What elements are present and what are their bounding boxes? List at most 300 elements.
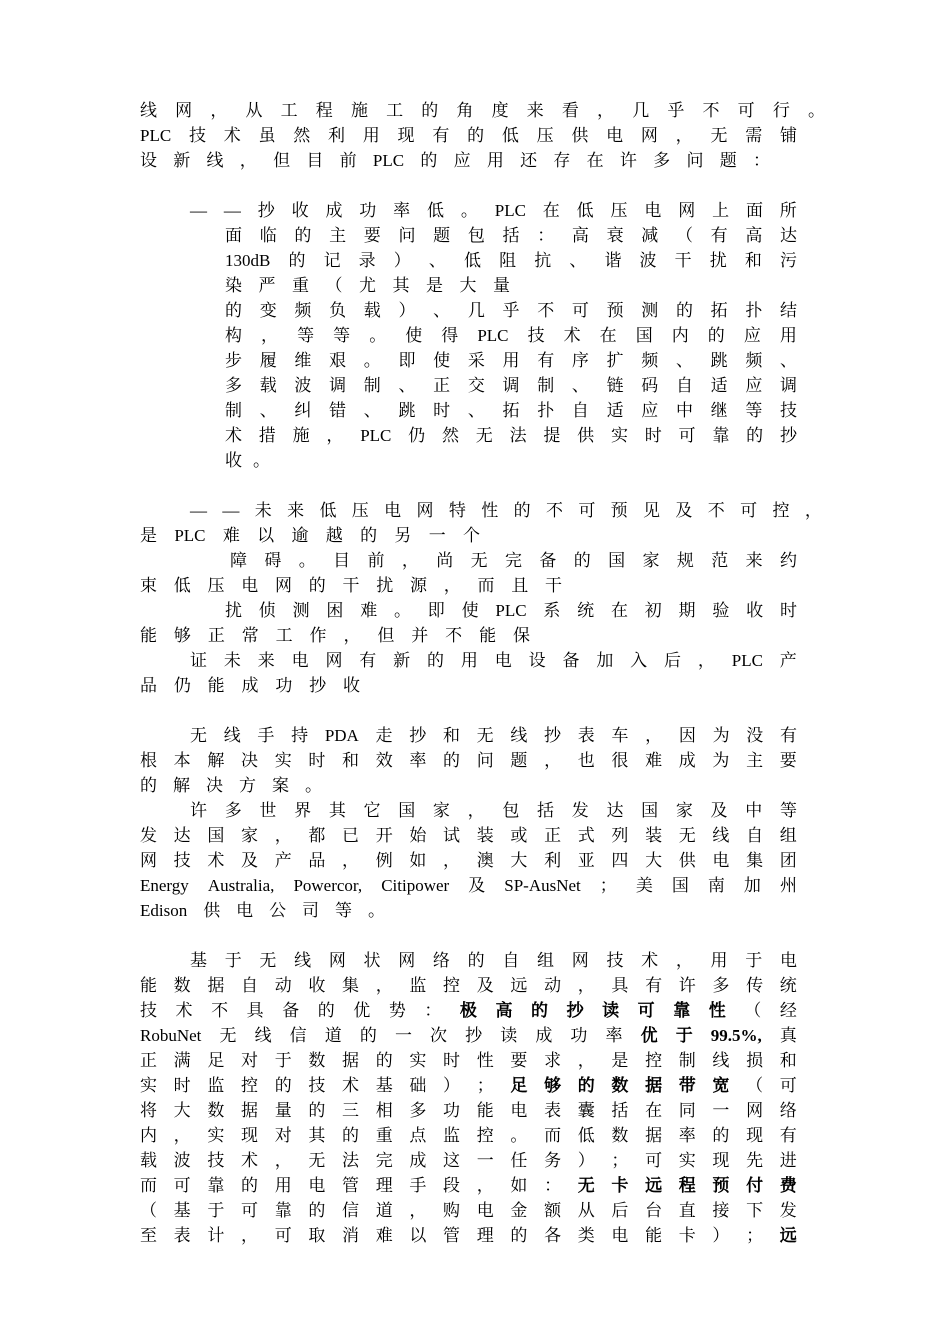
text-fragment: 保 <box>512 626 530 645</box>
bold-text-fragment: 性 <box>708 1001 726 1020</box>
text-fragment: 大 <box>510 851 528 870</box>
text-fragment: 及 <box>468 876 486 895</box>
text-fragment: 线 <box>712 1051 730 1070</box>
text-fragment: PLC <box>477 326 509 345</box>
text-fragment: ， <box>476 1176 494 1195</box>
text-fragment: 角 <box>456 101 474 120</box>
text-fragment: 世 <box>259 801 277 820</box>
text-fragment: 括 <box>611 1101 629 1120</box>
text-fragment: ； <box>599 876 617 895</box>
text-fragment: 方 <box>239 776 256 795</box>
text-fragment: 跳 <box>398 401 416 420</box>
text-fragment: 性 <box>476 1051 494 1070</box>
text-fragment: 够 <box>173 626 191 645</box>
text-fragment: Australia, <box>207 876 275 895</box>
text-fragment: 真 <box>779 1026 797 1045</box>
text-fragment: 而 <box>544 1126 562 1145</box>
text-fragment: 仍 <box>173 676 191 695</box>
text-fragment: 的 <box>712 1126 730 1145</box>
text-fragment: 监 <box>443 1126 461 1145</box>
text-fragment: 对 <box>241 1051 259 1070</box>
text-fragment: 量 <box>274 1101 292 1120</box>
text-fragment: 类 <box>577 1226 595 1245</box>
text-line <box>140 98 825 123</box>
text-fragment: 存 <box>553 151 571 170</box>
text-fragment: 低 <box>173 576 191 595</box>
text-fragment: 因 <box>678 726 696 745</box>
text-fragment: 然 <box>293 126 311 145</box>
text-fragment: 正 <box>140 1051 157 1070</box>
text-fragment: 网 <box>175 101 193 120</box>
text-fragment: 束 <box>140 576 157 595</box>
text-fragment: 无 <box>678 826 696 845</box>
text-fragment: 状 <box>363 951 381 970</box>
text-fragment: 术 <box>241 1151 259 1170</box>
text-fragment: 发 <box>571 801 589 820</box>
text-fragment: 公 <box>269 901 287 920</box>
text-fragment: 中 <box>675 401 693 420</box>
text-fragment: 时 <box>443 1051 461 1070</box>
text-fragment: 用 <box>274 1176 292 1195</box>
text-fragment: 以 <box>409 1226 427 1245</box>
text-fragment: 网 <box>571 951 589 970</box>
text-fragment: — <box>222 501 240 520</box>
text-fragment: 实 <box>207 1126 225 1145</box>
text-fragment: 的 <box>308 1201 326 1220</box>
text-fragment: 的 <box>573 551 591 570</box>
text-fragment: 从 <box>577 1201 595 1220</box>
text-fragment: 网 <box>140 851 157 870</box>
bold-text-fragment: 带 <box>678 1076 696 1095</box>
text-fragment: 的 <box>274 1076 292 1095</box>
text-fragment: 使 <box>405 326 423 345</box>
text-fragment: 电 <box>606 126 624 145</box>
text-line <box>225 423 797 448</box>
text-line <box>140 1198 797 1223</box>
text-fragment: 大 <box>459 276 477 295</box>
text-fragment: 技 <box>188 126 206 145</box>
text-fragment: 正 <box>544 826 562 845</box>
text-line <box>190 723 797 748</box>
text-fragment: 络 <box>779 1101 797 1120</box>
text-fragment: PLC <box>360 426 392 445</box>
text-fragment: 利 <box>328 126 346 145</box>
text-fragment: 理 <box>375 1176 393 1195</box>
text-fragment: 量 <box>493 276 510 295</box>
text-fragment: 结 <box>780 301 797 320</box>
text-fragment: 无 <box>190 726 207 745</box>
text-fragment: 线 <box>254 1026 272 1045</box>
text-fragment: 使 <box>433 351 451 370</box>
text-fragment: 问 <box>476 751 494 770</box>
text-fragment: ， <box>401 551 419 570</box>
bold-text-fragment: 99.5%, <box>710 1026 762 1045</box>
text-fragment: 的 <box>294 226 312 245</box>
text-fragment: 的 <box>308 1101 326 1120</box>
text-fragment: 证 <box>190 651 207 670</box>
text-line <box>225 223 797 248</box>
text-fragment: 和 <box>744 251 762 270</box>
bold-text-fragment: 抄 <box>566 1001 584 1020</box>
text-fragment: 控 <box>443 976 461 995</box>
text-fragment: 各 <box>544 1226 562 1245</box>
text-fragment: 括 <box>537 801 555 820</box>
text-fragment: 同 <box>678 1101 696 1120</box>
text-fragment: 初 <box>644 601 662 620</box>
text-fragment: （ <box>675 226 693 245</box>
text-fragment: 铺 <box>779 126 797 145</box>
text-fragment: 无 <box>308 1151 326 1170</box>
text-fragment: 抄 <box>257 201 275 220</box>
text-fragment: 多 <box>712 976 730 995</box>
text-fragment: 来 <box>257 651 275 670</box>
text-fragment: 的 <box>513 501 531 520</box>
text-fragment: — <box>190 501 207 520</box>
text-fragment: 主 <box>746 751 764 770</box>
text-fragment: 题 <box>510 751 528 770</box>
text-fragment: 据 <box>241 1101 259 1120</box>
text-line <box>230 548 797 573</box>
text-fragment: 规 <box>676 551 694 570</box>
text-fragment: 多 <box>224 801 242 820</box>
text-fragment: 扑 <box>537 401 555 420</box>
text-fragment: 从 <box>245 101 263 120</box>
text-fragment: ， <box>342 851 360 870</box>
text-fragment: 履 <box>259 351 277 370</box>
text-fragment: 已 <box>342 826 360 845</box>
text-fragment: 法 <box>509 426 527 445</box>
text-fragment: 见 <box>643 501 661 520</box>
text-fragment: 设 <box>528 651 546 670</box>
text-fragment: 南 <box>707 876 725 895</box>
text-fragment: 制 <box>678 1051 696 1070</box>
text-fragment: ， <box>326 426 344 445</box>
text-fragment: 130dB <box>225 251 271 270</box>
text-fragment: 包 <box>502 801 520 820</box>
text-fragment: 自 <box>571 401 589 420</box>
text-line <box>140 823 797 848</box>
text-fragment: 数 <box>308 1051 326 1070</box>
text-fragment: 几 <box>632 101 650 120</box>
text-fragment: 购 <box>443 1201 461 1220</box>
text-fragment: 监 <box>409 976 427 995</box>
text-fragment: 线 <box>140 101 157 120</box>
text-fragment: 自 <box>746 826 764 845</box>
text-fragment: 抄 <box>465 1026 483 1045</box>
text-fragment: ： <box>424 1001 442 1020</box>
text-fragment: 高 <box>745 226 763 245</box>
text-line <box>140 748 797 773</box>
text-fragment: 例 <box>375 851 393 870</box>
text-fragment: 需 <box>745 126 763 145</box>
text-fragment: PDA <box>324 726 359 745</box>
text-fragment: 许 <box>678 976 696 995</box>
text-fragment: 目 <box>333 551 351 570</box>
text-fragment: 。 <box>298 551 316 570</box>
text-fragment: PLC <box>731 651 763 670</box>
text-fragment: 面 <box>745 201 763 220</box>
text-fragment: 收 <box>225 451 242 470</box>
text-fragment: 、 <box>428 251 446 270</box>
text-fragment: 频 <box>294 301 312 320</box>
text-fragment: 都 <box>308 826 326 845</box>
text-fragment: 载 <box>140 1151 157 1170</box>
bold-text-fragment: 的 <box>577 1076 595 1095</box>
text-line <box>140 848 797 873</box>
text-fragment: 有 <box>779 1126 797 1145</box>
text-fragment: 许 <box>619 151 637 170</box>
text-fragment: 低 <box>577 1126 595 1145</box>
text-fragment: ； <box>476 1076 494 1095</box>
text-fragment: 工 <box>386 101 404 120</box>
text-fragment: 家 <box>432 801 450 820</box>
text-fragment: ， <box>577 1051 595 1070</box>
text-fragment: 实 <box>610 426 628 445</box>
text-fragment: 的 <box>360 526 378 545</box>
text-fragment: 预 <box>606 301 624 320</box>
text-line <box>140 1048 797 1073</box>
text-fragment: 络 <box>432 951 450 970</box>
text-fragment: 实 <box>409 1051 427 1070</box>
bold-text-fragment: 程 <box>678 1176 696 1195</box>
text-fragment: 品 <box>308 851 326 870</box>
text-fragment: 序 <box>571 351 589 370</box>
text-fragment: 制 <box>225 401 242 420</box>
text-fragment: 术 <box>207 851 225 870</box>
text-line <box>190 798 797 823</box>
text-fragment: 于 <box>745 951 763 970</box>
text-fragment: 干 <box>342 576 360 595</box>
text-fragment: ， <box>239 151 257 170</box>
text-fragment: 靠 <box>274 1201 292 1220</box>
text-fragment: 难 <box>222 526 240 545</box>
text-fragment: 品 <box>140 676 157 695</box>
text-fragment: 正 <box>207 626 225 645</box>
text-line <box>140 873 797 898</box>
text-fragment: 术 <box>641 951 659 970</box>
text-fragment: 还 <box>520 151 538 170</box>
text-fragment: 及 <box>675 501 693 520</box>
text-fragment: 度 <box>491 101 509 120</box>
text-fragment: 率 <box>393 201 411 220</box>
text-fragment: 线 <box>712 826 730 845</box>
text-fragment: — <box>223 201 241 220</box>
text-fragment: 所 <box>779 201 797 220</box>
text-fragment: 时 <box>779 601 797 620</box>
text-fragment: ） <box>577 1151 595 1170</box>
text-fragment: 得 <box>441 326 459 345</box>
text-fragment: 实 <box>274 751 292 770</box>
text-fragment: 试 <box>443 826 461 845</box>
text-fragment: PLC <box>140 126 172 145</box>
text-fragment: 率 <box>678 1126 696 1145</box>
bold-text-fragment: 够 <box>544 1076 562 1095</box>
text-fragment: 电 <box>291 651 309 670</box>
text-fragment: 用 <box>779 326 797 345</box>
text-fragment: 多 <box>225 376 242 395</box>
text-fragment: 案 <box>272 776 289 795</box>
text-fragment: 能 <box>476 1101 494 1120</box>
text-fragment: 用 <box>486 151 504 170</box>
text-fragment: 录 <box>358 251 376 270</box>
text-fragment: 求 <box>544 1051 562 1070</box>
text-fragment: 基 <box>375 1076 393 1095</box>
text-fragment: 高 <box>571 226 589 245</box>
text-fragment: 任 <box>510 1151 528 1170</box>
text-fragment: 适 <box>606 401 624 420</box>
text-fragment: 后 <box>611 1201 629 1220</box>
text-fragment: 扰 <box>709 251 727 270</box>
text-fragment: 抄 <box>544 726 562 745</box>
text-fragment: 设 <box>140 151 157 170</box>
text-fragment: 时 <box>644 426 662 445</box>
text-fragment: 是 <box>611 1051 629 1070</box>
text-fragment: 如 <box>409 851 427 870</box>
text-fragment: 收 <box>746 601 764 620</box>
text-fragment: ， <box>274 1151 292 1170</box>
text-fragment: PLC <box>174 526 206 545</box>
text-fragment: 前 <box>339 151 357 170</box>
text-fragment: 利 <box>544 851 562 870</box>
text-fragment: 它 <box>363 801 381 820</box>
bold-text-fragment: 的 <box>531 1001 549 1020</box>
text-fragment: 、 <box>433 301 451 320</box>
text-fragment: 控 <box>476 1126 494 1145</box>
text-fragment: 压 <box>610 201 628 220</box>
text-fragment: 严 <box>258 276 276 295</box>
text-fragment: 持 <box>291 726 309 745</box>
text-fragment: 来 <box>745 551 763 570</box>
text-fragment: 不 <box>537 301 555 320</box>
text-fragment: 电 <box>236 901 254 920</box>
text-fragment: 难 <box>375 1226 393 1245</box>
text-line <box>140 1023 797 1048</box>
text-fragment: 电 <box>494 651 512 670</box>
text-fragment: 台 <box>645 1201 663 1220</box>
text-fragment: 控 <box>241 1076 259 1095</box>
text-fragment: 术 <box>342 1076 360 1095</box>
text-fragment: ， <box>261 326 279 345</box>
text-fragment: 。 <box>253 451 270 470</box>
text-fragment: 要 <box>363 226 381 245</box>
text-fragment: 基 <box>173 1201 191 1220</box>
text-fragment: 有 <box>645 976 663 995</box>
text-fragment: 功 <box>275 676 293 695</box>
text-fragment: 目 <box>306 151 324 170</box>
text-fragment: 大 <box>173 1101 191 1120</box>
text-fragment: 集 <box>342 976 360 995</box>
text-fragment: 家 <box>675 801 693 820</box>
text-fragment: 其 <box>308 1126 326 1145</box>
text-fragment: 乎 <box>502 301 520 320</box>
text-fragment: 无 <box>219 1026 237 1045</box>
text-fragment: 时 <box>173 1076 191 1095</box>
text-fragment: 州 <box>779 876 797 895</box>
text-line <box>190 198 797 223</box>
text-fragment: 的 <box>427 651 445 670</box>
text-fragment: 功 <box>443 1101 461 1120</box>
text-fragment: 收 <box>342 676 360 695</box>
text-fragment: 要 <box>510 1051 528 1070</box>
text-fragment: 根 <box>140 751 157 770</box>
text-fragment: 。 <box>367 901 385 920</box>
text-fragment: 。 <box>510 1126 528 1145</box>
text-fragment: 金 <box>510 1201 528 1220</box>
text-fragment: 为 <box>712 751 730 770</box>
text-fragment: 于 <box>274 1051 292 1070</box>
text-fragment: 抄 <box>409 726 427 745</box>
text-fragment: Edison <box>140 901 188 920</box>
text-fragment: 率 <box>409 751 427 770</box>
text-fragment: 上 <box>712 201 730 220</box>
text-fragment: 组 <box>537 951 555 970</box>
text-fragment: 主 <box>329 226 347 245</box>
text-fragment: 加 <box>743 876 761 895</box>
text-fragment: ， <box>645 726 663 745</box>
text-fragment: 可 <box>578 501 596 520</box>
text-fragment: 表 <box>544 1101 562 1120</box>
text-line <box>140 573 562 598</box>
text-fragment: 不 <box>445 626 463 645</box>
text-fragment: ； <box>746 1226 764 1245</box>
text-fragment: ； <box>611 1151 629 1170</box>
text-fragment: 电 <box>779 951 797 970</box>
text-fragment: 题 <box>719 151 737 170</box>
text-fragment: 国 <box>398 801 416 820</box>
text-fragment: 继 <box>710 401 728 420</box>
text-fragment: 乎 <box>667 101 685 120</box>
text-fragment: ， <box>274 826 292 845</box>
text-fragment: 在 <box>610 601 628 620</box>
text-fragment: 国 <box>641 801 659 820</box>
text-line <box>140 973 797 998</box>
text-fragment: 国 <box>635 326 653 345</box>
text-fragment: 界 <box>294 801 312 820</box>
text-fragment: 据 <box>342 1051 360 1070</box>
text-fragment: 美 <box>635 876 653 895</box>
text-fragment: 、 <box>467 401 485 420</box>
text-fragment: ， <box>597 101 615 120</box>
text-fragment: 家 <box>642 551 660 570</box>
text-fragment: ： <box>752 151 770 170</box>
text-fragment: 成 <box>241 676 259 695</box>
text-fragment: 现 <box>712 1151 730 1170</box>
text-fragment: 有 <box>710 226 728 245</box>
text-fragment: 管 <box>443 1226 461 1245</box>
bold-text-fragment: 无 <box>577 1176 595 1195</box>
text-fragment: 一 <box>428 526 446 545</box>
text-fragment: 在 <box>599 326 617 345</box>
text-fragment: 源 <box>410 576 427 595</box>
bold-text-fragment: 足 <box>510 1076 528 1095</box>
text-fragment: 虽 <box>258 126 276 145</box>
text-fragment: 中 <box>745 801 763 820</box>
text-fragment: 团 <box>779 851 797 870</box>
text-fragment: 波 <box>173 1151 191 1170</box>
text-fragment: 列 <box>611 826 629 845</box>
text-line <box>225 448 270 473</box>
text-fragment: 低 <box>576 201 594 220</box>
text-fragment: 至 <box>140 1226 157 1245</box>
text-fragment: 可 <box>241 1201 259 1220</box>
text-fragment: 的 <box>510 1226 528 1245</box>
text-fragment: 扩 <box>606 351 624 370</box>
text-fragment: 达 <box>173 826 191 845</box>
text-fragment: ： <box>537 226 555 245</box>
text-fragment: 采 <box>467 351 485 370</box>
text-fragment: 足 <box>207 1051 225 1070</box>
text-fragment: 网 <box>678 201 696 220</box>
